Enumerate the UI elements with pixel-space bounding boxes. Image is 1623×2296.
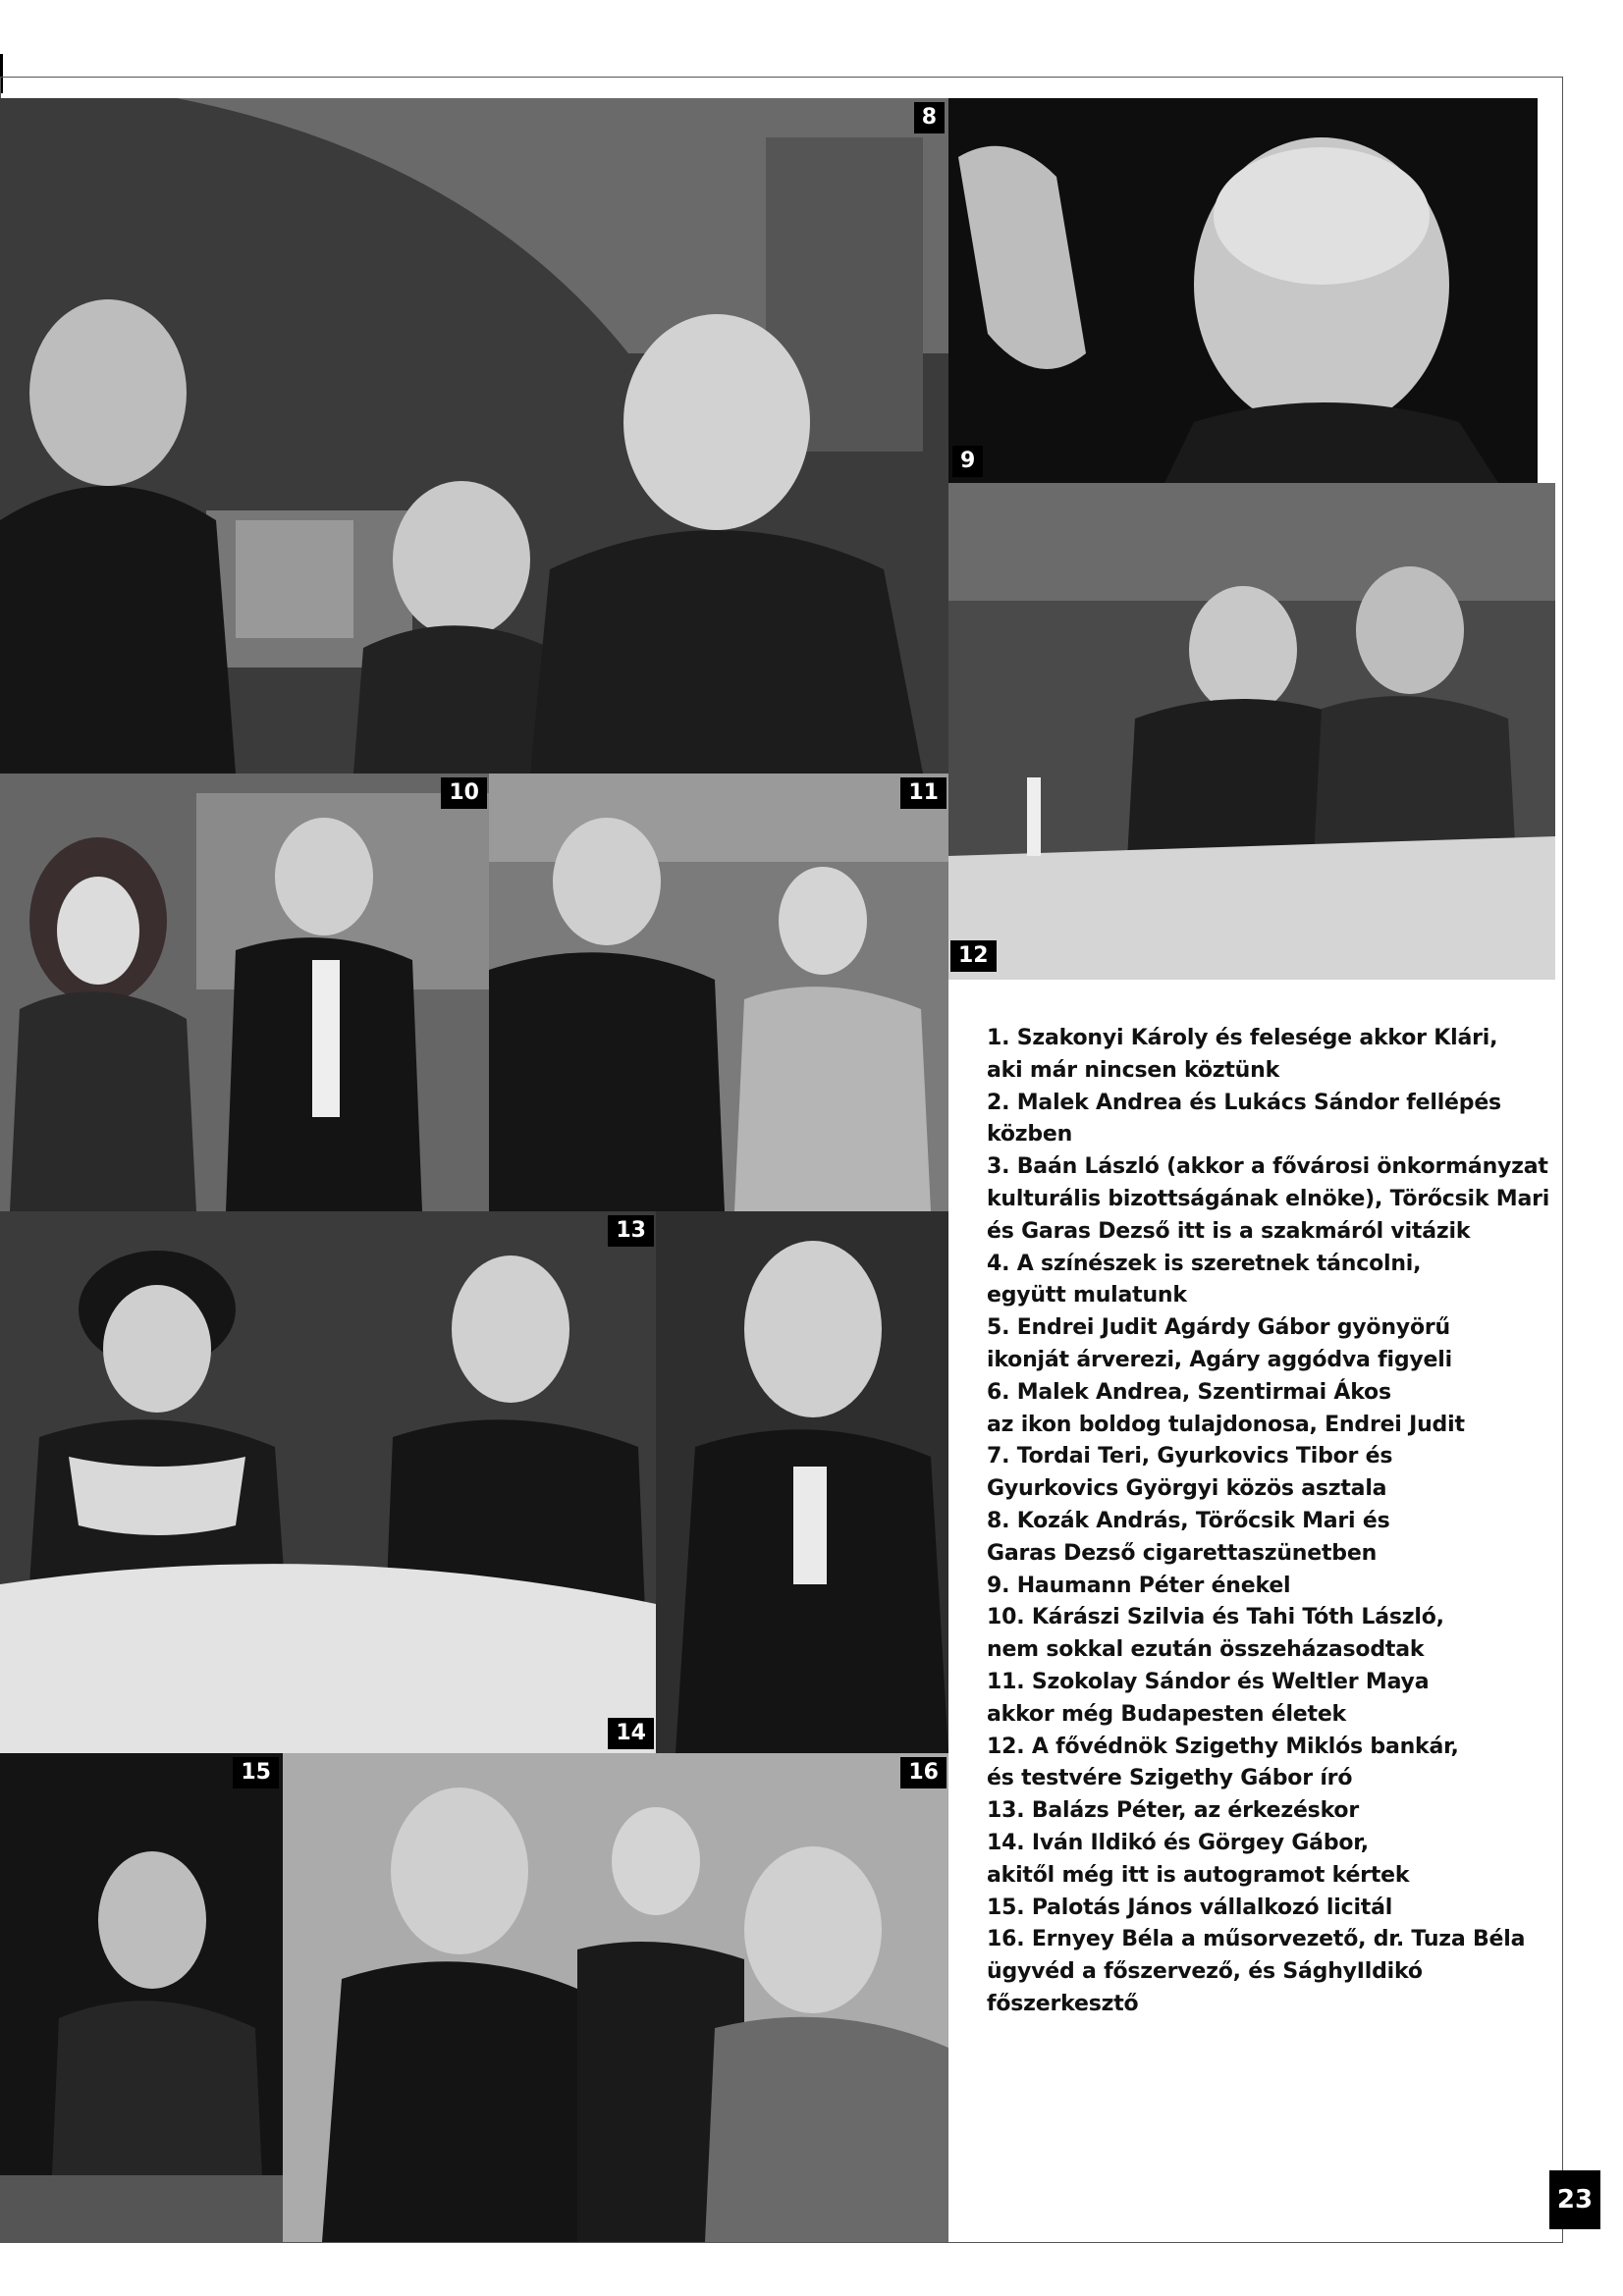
caption-line: 15. Palotás János vállalkozó licitál xyxy=(987,1895,1393,1920)
caption-line: 11. Szokolay Sándor és Weltler Maya xyxy=(987,1669,1430,1694)
photo-9 xyxy=(948,98,1538,483)
caption-line: 16. Ernyey Béla a műsorvezető, dr. Tuza Béla xyxy=(987,1927,1526,1952)
caption-line: 4. A színészek is szeretnek táncolni, xyxy=(987,1251,1422,1276)
caption-line: Gyurkovics Györgyi közös asztala xyxy=(987,1476,1387,1502)
photo-12-image xyxy=(948,483,1555,980)
caption-line: 12. A fővédnök Szigethy Miklós bankár, xyxy=(987,1734,1459,1759)
photo-number-11: 11 xyxy=(900,777,947,809)
photo-16 xyxy=(283,1753,948,2242)
photo-number-8: 8 xyxy=(914,102,945,133)
caption-line: 13. Balázs Péter, az érkezéskor xyxy=(987,1798,1359,1824)
page-number: 23 xyxy=(1549,2170,1600,2229)
caption-line: 7. Tordai Teri, Gyurkovics Tibor és xyxy=(987,1444,1393,1469)
photo-15 xyxy=(0,1753,283,2242)
photo-11 xyxy=(489,774,948,1211)
caption-line: 6. Malek Andrea, Szentirmai Ákos xyxy=(987,1379,1391,1405)
photo-9-image xyxy=(948,98,1538,483)
caption-line: 3. Baán László (akkor a fővárosi önkormányzat xyxy=(987,1154,1548,1180)
photo-number-15: 15 xyxy=(233,1757,279,1789)
caption-line: 8. Kozák András, Törőcsik Mari és xyxy=(987,1508,1390,1533)
photo-captions xyxy=(987,1023,1550,2021)
caption-line: 5. Endrei Judit Agárdy Gábor gyönyörű xyxy=(987,1315,1450,1341)
photo-13 xyxy=(0,1211,656,1753)
caption-line: ügyvéd a főszervező, és SághyIldikó xyxy=(987,1959,1423,1985)
photo-number-13: 13 xyxy=(608,1215,654,1247)
caption-line: akkor még Budapesten életek xyxy=(987,1701,1346,1727)
caption-line: együtt mulatunk xyxy=(987,1283,1187,1308)
caption-line: nem sokkal ezután összeházasodtak xyxy=(987,1637,1425,1663)
caption-line: 2. Malek Andrea és Lukács Sándor fellépés xyxy=(987,1090,1501,1115)
photo-16-image xyxy=(283,1753,948,2242)
photo-13-image xyxy=(0,1211,656,1753)
caption-line: 9. Haumann Péter énekel xyxy=(987,1573,1291,1598)
photo-11-image xyxy=(489,774,948,1211)
photo-12 xyxy=(948,483,1555,980)
photo-number-16: 16 xyxy=(900,1757,947,1789)
photo-number-10: 10 xyxy=(441,777,487,809)
caption-line: az ikon boldog tulajdonosa, Endrei Judit xyxy=(987,1412,1465,1437)
caption-line: közben xyxy=(987,1122,1073,1148)
caption-line: és Garas Dezső itt is a szakmáról vitázik xyxy=(987,1218,1471,1244)
photo-10-image xyxy=(0,774,489,1211)
caption-line: főszerkesztő xyxy=(987,1991,1139,2016)
photo-number-14: 14 xyxy=(608,1718,654,1749)
caption-line: kulturális bizottságának elnöke), Törőcsik Mari xyxy=(987,1186,1550,1211)
photo-number-12: 12 xyxy=(950,940,997,972)
photo-14 xyxy=(656,1211,948,1753)
caption-line: 1. Szakonyi Károly és felesége akkor Klári, xyxy=(987,1026,1498,1050)
photo-14-image xyxy=(656,1211,948,1753)
caption-line: 10. Kárászi Szilvia és Tahi Tóth László, xyxy=(987,1605,1444,1630)
caption-line: Garas Dezső cigarettaszünetben xyxy=(987,1540,1378,1566)
photo-number-9: 9 xyxy=(952,446,983,477)
caption-line: és testvére Szigethy Gábor író xyxy=(987,1766,1353,1791)
photo-15-image xyxy=(0,1753,283,2242)
caption-line: aki már nincsen köztünk xyxy=(987,1057,1280,1083)
photo-10 xyxy=(0,774,489,1211)
caption-line: akitől még itt is autogramot kértek xyxy=(987,1862,1410,1888)
caption-line: 14. Iván Ildikó és Görgey Gábor, xyxy=(987,1830,1369,1855)
photo-8-image xyxy=(0,98,948,774)
photo-8 xyxy=(0,98,948,774)
caption-line: ikonját árverezi, Agáry aggódva figyeli xyxy=(987,1347,1452,1372)
